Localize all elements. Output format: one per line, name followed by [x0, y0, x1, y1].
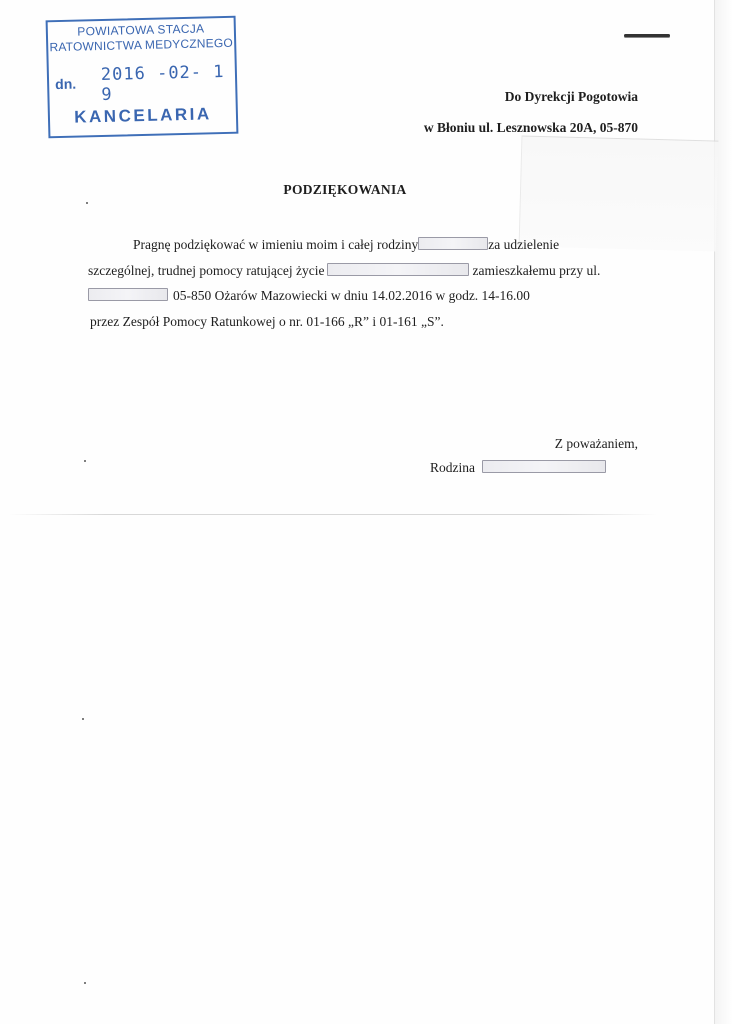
paper-edge	[714, 0, 744, 1024]
stamp-dn-label: dn.	[54, 75, 77, 93]
closing-signature	[430, 460, 606, 476]
redacted-family-name	[482, 460, 606, 473]
stamp-department: KANCELARIA	[74, 104, 212, 127]
scan-speck	[82, 718, 84, 720]
addressee-line-1: Do Dyrekcji Pogotowia	[504, 89, 638, 104]
scan-speck	[84, 460, 86, 462]
redacted-name	[327, 263, 469, 276]
letter-title: PODZIĘKOWANIA	[283, 182, 407, 197]
stamp-line-1: POWIATOWA STACJA	[77, 21, 205, 39]
body-line-4-text: przez Zespół Pomocy Ratunkowej o nr. 01-166 „R” i 01-161 „S”.	[90, 313, 444, 329]
redacted-street	[88, 288, 168, 301]
closing-family-label: Rodzina	[430, 460, 475, 475]
staple-mark	[624, 34, 670, 37]
scan-speck	[86, 202, 88, 204]
stamp-date: 2016 -02- 1 9	[100, 61, 225, 105]
scan-speck	[84, 982, 86, 984]
body-line-1-text: Pragnę podziękować w imieniu moim i całej rodziny	[133, 237, 419, 252]
body-line-1-end: za udzielenie	[488, 237, 560, 252]
addressee-line-2: w Błoniu ul. Lesznowska 20A, 05-870	[423, 120, 638, 135]
fold-line	[8, 514, 658, 515]
office-stamp	[46, 16, 239, 139]
body-line-1	[88, 232, 600, 258]
body-line-4	[88, 309, 600, 335]
redacted-name	[418, 237, 488, 250]
body-line-2	[88, 258, 600, 284]
body-line-2-end: zamieszkałemu przy ul.	[472, 262, 601, 278]
stamp-line-2: RATOWNICTWA MEDYCZNEGO	[49, 35, 234, 55]
letter-body	[88, 232, 600, 334]
body-line-2-text: szczególnej, trudnej pomocy ratującej życie	[88, 262, 325, 278]
body-line-3	[88, 283, 600, 309]
closing-greeting: Z poważaniem,	[554, 436, 638, 451]
body-line-3-text: 05-850 Ożarów Mazowiecki w dniu 14.02.2016 w godz. 14-16.00	[173, 288, 530, 304]
